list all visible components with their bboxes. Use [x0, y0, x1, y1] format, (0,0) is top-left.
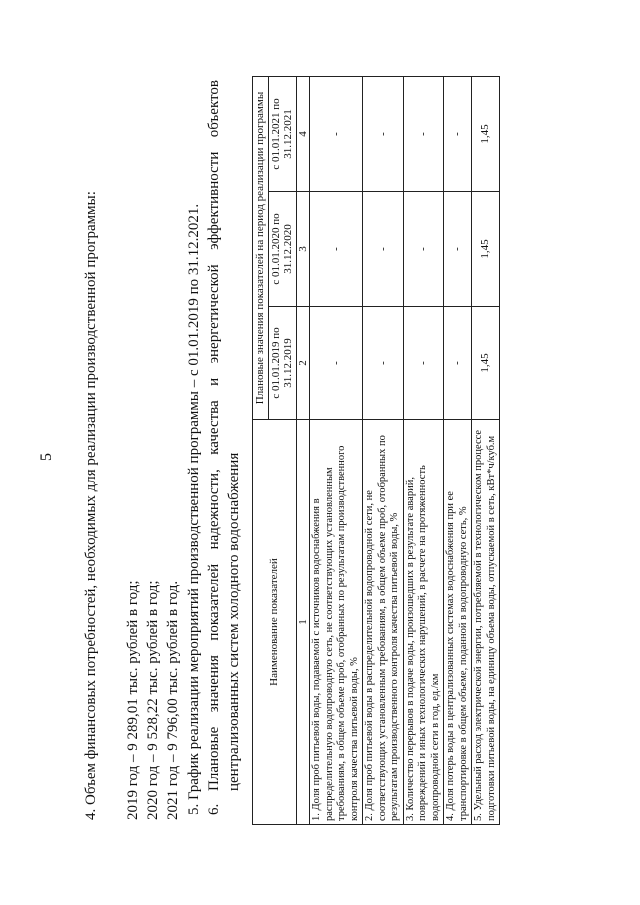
value-2021: 1,45: [472, 77, 500, 192]
value-2021: -: [444, 77, 472, 192]
table-row: [363, 77, 404, 825]
indicator-name: 3. Количество перерывов в подаче воды, произошедших в результате аварий, повреждений и иных технологических нарушений, в расчете на протяженность водопроводной сети в год, ед./км: [403, 420, 444, 825]
section-6-heading: [205, 80, 223, 815]
table-row: [472, 77, 500, 825]
section-6-word: качества: [206, 400, 222, 455]
section-6-number: 6.: [206, 803, 222, 815]
header-plan-values: Плановые значения показателей на период реализации программы: [253, 77, 269, 420]
value-2019: -: [310, 307, 363, 420]
finance-2019: 2019 год – 9 289,01 тыс. рублей в год;: [125, 580, 141, 820]
value-2019: 1,45: [472, 307, 500, 420]
column-number: 2: [296, 307, 310, 420]
section-6-word: эффективности: [206, 151, 222, 250]
header-indicator-name: Наименование показателей: [253, 420, 297, 825]
indicator-name: 4. Доля потерь воды в централизованных системах водоснабжения при ее транспортировке в общем объеме, поданной в водопроводную сеть, %: [444, 420, 472, 825]
section-6-line2: централизованных систем холодного водоснабжения: [226, 452, 242, 791]
section-6-word: объектов: [206, 80, 222, 138]
column-number: 4: [296, 77, 310, 192]
page-number: 5: [38, 453, 55, 461]
indicator-name: 2. Доля проб питьевой воды в распределительной водопроводной сети, не соответствующих установленным требованиям, в общем объеме проб, отобранных по результатам производственного контроля качества питьевой воды, %: [363, 420, 404, 825]
value-2020: -: [363, 192, 404, 307]
column-number: 3: [296, 192, 310, 307]
value-2019: -: [444, 307, 472, 420]
section-5-heading: 5. График реализации мероприятий производственной программы – с 01.01.2019 по 31.12.2021.: [186, 203, 202, 815]
indicator-name: 1. Доля проб питьевой воды, подаваемой с источников водоснабжения в распределительную водопроводную сеть, не соответствующих установленным требованиям, в общем объеме проб, отобранных по результатам производственного контроля качества питьевой воды, %: [310, 420, 363, 825]
header-period-2019: с 01.01.2019 по 31.12.2019: [268, 307, 296, 420]
indicators-table: [252, 76, 500, 825]
indicator-name: 5. Удельный расход электрической энергии, потребляемой в технологическом процессе подготовки питьевой воды, на единицу объема воды, отпускаемой в сеть, кВт*ч/куб.м: [472, 420, 500, 825]
header-period-2020: с 01.01.2020 по 31.12.2020: [268, 192, 296, 307]
table-row: [444, 77, 472, 825]
section-6-word: значения: [206, 655, 222, 713]
table-row: [403, 77, 444, 825]
section-6-word: энергетической: [206, 264, 222, 364]
value-2019: -: [403, 307, 444, 420]
value-2020: -: [403, 192, 444, 307]
value-2020: 1,45: [472, 192, 500, 307]
finance-2021: 2021 год – 9 796,00 тыс. рублей в год.: [165, 580, 181, 820]
value-2020: -: [310, 192, 363, 307]
header-period-2021: с 01.01.2021 по 31.12.2021: [268, 77, 296, 192]
section-6-word: Плановые: [206, 726, 222, 791]
table-colnum-row: [296, 77, 310, 825]
column-number: 1: [296, 420, 310, 825]
section-6-line1: [205, 80, 223, 791]
value-2019: -: [363, 307, 404, 420]
section-6-word: показателей: [206, 563, 222, 641]
finance-2020: 2020 год – 9 528,22 тыс. рублей в год;: [145, 580, 161, 820]
table-header-row: [253, 77, 269, 825]
value-2021: -: [310, 77, 363, 192]
value-2020: -: [444, 192, 472, 307]
value-2021: -: [403, 77, 444, 192]
section-6-word: и: [206, 377, 222, 386]
section-4-heading: 4. Объем финансовых потребностей, необходимых для реализации производственной программы:: [83, 191, 99, 820]
section-6-word: надежности,: [206, 469, 222, 550]
table-row: [310, 77, 363, 825]
value-2021: -: [363, 77, 404, 192]
